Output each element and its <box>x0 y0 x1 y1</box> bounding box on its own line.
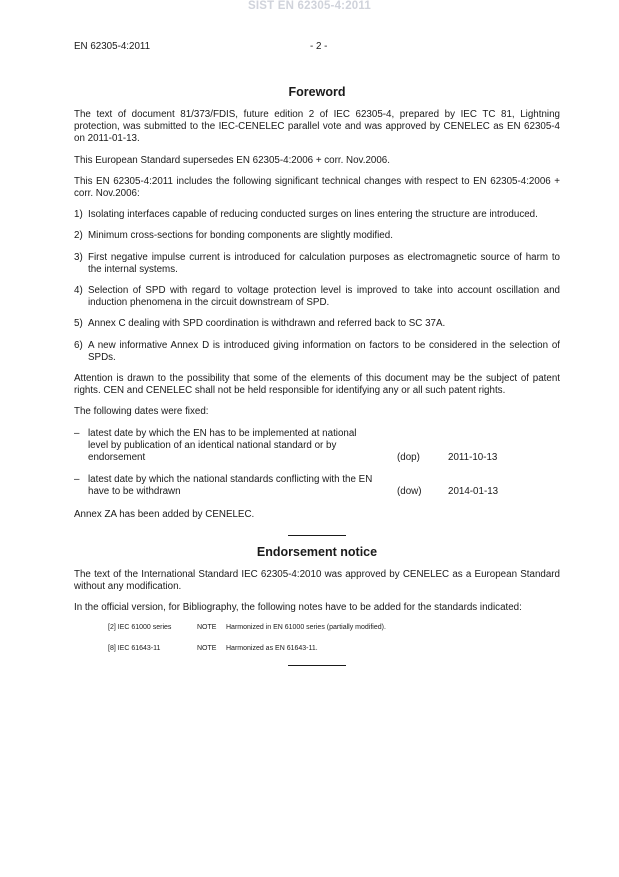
watermark: SIST EN 62305-4:2011 <box>248 0 371 12</box>
list-item <box>74 230 560 242</box>
dash: – <box>74 474 80 486</box>
note-label: NOTE <box>197 645 217 653</box>
page-number: - 2 - <box>310 41 328 52</box>
date-value: 2011-10-13 <box>448 452 498 464</box>
document-body <box>74 85 560 675</box>
note-text: Harmonized in EN 61000 series (partially modified). <box>226 624 386 632</box>
note-row <box>74 623 560 632</box>
patent-notice: Attention is drawn to the possibility that some of the elements of this document may be the subject of patent rights. CEN and CENELEC shall not be held responsible for identifying any or all such patent rights. <box>74 373 560 397</box>
list-item-number: 6) <box>74 339 83 351</box>
list-item <box>74 209 560 221</box>
changes-list <box>74 209 560 364</box>
list-item <box>74 285 560 309</box>
date-abbreviation: (dow) <box>397 486 422 498</box>
note-label: NOTE <box>197 624 217 632</box>
date-row <box>74 428 560 465</box>
bibliography-notes <box>74 623 560 653</box>
supersedes-text: This European Standard supersedes EN 62305-4:2006 + corr. Nov.2006. <box>74 154 390 166</box>
end-divider <box>288 665 346 666</box>
list-item-text: Isolating interfaces capable of reducing conducted surges on lines entering the structure are introduced. <box>88 209 538 221</box>
bibliography-intro: In the official version, for Bibliography, the following notes have to be added for the standards indicated: <box>74 602 522 614</box>
list-item-text: Selection of SPD with regard to voltage protection level is improved to take into account oscillation and induction phenomena in the circuit downstream of SPD. <box>88 285 560 309</box>
endorsement-text: The text of the International Standard IEC 62305-4:2010 was approved by CENELEC as a European Standard without any modification. <box>74 568 560 593</box>
dates-intro: The following dates were fixed: <box>74 406 209 418</box>
list-item-text: Annex C dealing with SPD coordination is withdrawn and referred back to SC 37A. <box>88 318 446 330</box>
section-divider <box>288 535 346 536</box>
list-item-number: 2) <box>74 230 83 242</box>
list-item-number: 4) <box>74 285 83 297</box>
date-description: latest date by which the national standards conflicting with the EN have to be withdrawn <box>88 474 373 498</box>
foreword-title: Foreword <box>288 85 346 99</box>
note-row <box>74 644 560 653</box>
list-item <box>74 318 560 330</box>
note-text: Harmonized as EN 61643-11. <box>226 645 318 653</box>
list-item <box>74 252 560 276</box>
list-item-number: 1) <box>74 209 83 221</box>
note-reference: [2] IEC 61000 series <box>108 624 172 632</box>
list-item-text: First negative impulse current is introduced for calculation purposes as electromagnetic source of harm to the internal systems. <box>88 251 560 275</box>
note-reference: [8] IEC 61643-11 <box>108 645 161 653</box>
header-standard: EN 62305-4:2011 <box>74 41 151 52</box>
endorsement-title: Endorsement notice <box>256 544 378 559</box>
list-item-number: 5) <box>74 318 83 330</box>
list-item-text: A new informative Annex D is introduced giving information on factors to be considered in the selection of SPDs. <box>88 339 560 363</box>
date-abbreviation: (dop) <box>397 452 420 464</box>
dash: – <box>74 427 80 439</box>
foreword-intro: The text of document 81/373/FDIS, future edition 2 of IEC 62305-4, prepared by IEC TC 81, Lightning protection, was submitted to the IEC-CENELEC parallel vote and was approved by CENELEC as EN 62305-4 on 2011-01-13. <box>74 109 560 145</box>
list-item-number: 3) <box>74 251 83 263</box>
date-value: 2014-01-13 <box>448 486 499 498</box>
changes-intro: This EN 62305-4:2011 includes the following significant technical changes with respect to EN 62305-4:2006 + corr. Nov.2006: <box>74 175 560 200</box>
list-item <box>74 340 560 364</box>
annex-note: Annex ZA has been added by CENELEC. <box>74 508 255 520</box>
dates-list <box>74 428 560 499</box>
date-description: latest date by which the EN has to be implemented at national level by publication of an identical national standard or by endorsement <box>88 427 357 464</box>
list-item-text: Minimum cross-sections for bonding components are slightly modified. <box>88 230 393 242</box>
date-row <box>74 474 560 498</box>
